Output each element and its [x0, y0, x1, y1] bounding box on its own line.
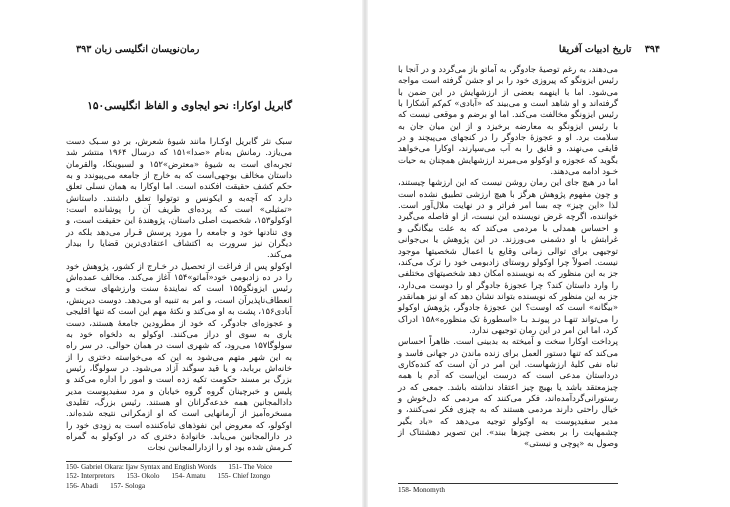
footnote: 155- Chief Izongo [217, 472, 271, 481]
running-head [66, 44, 199, 55]
footnotes [66, 463, 284, 491]
footnote: 152- Interpretors [66, 472, 115, 481]
footnote-rule [398, 483, 618, 484]
footnote: 154- Amatu [171, 472, 206, 481]
footnote-line [66, 472, 284, 481]
footnote-line [398, 486, 457, 495]
page-body [398, 64, 618, 450]
right-page [365, 0, 730, 507]
paragraph: اوکولو پس از فراغت از تحصیل در خـارج از کشور، پژوهش خود را در ده زادبومی خود«آماتو»۱۵۴ آغاز می‌کند. مخالف عمده‌اش رئیس ایزونگو۱۵۵ است که نمایندهٔ سنت وارزشهای سخت و انعطاف‌ناپذیرآن است، و امر به تنبیه او می‌دهد. دوست دیرینش، آبادی۱۵۶، پشت به او می‌کند و نکتهٔ مهم این است که تنها اقلیجی و عجوزه‌ای جادوگر، که خود از مطرودین جامعهٔ هستند، دست یاری به سوی او دراز می‌کنند. اوکولو به دلخواه خود به سولوگا۱۵۷ می‌رود، که شهری است در همان حوالی. در سر راه به این شهر متهم می‌شود به این که می‌خواسته دختری را از خانه‌اش بربابد، و یا قید سوگند آزاد می‌شود. در سولوگا، رئیس بزرگ بر مسند حکومت تکیه زده است و امور را اداره می‌کند و پلیس و خبرچینان گروه گروه خیابان و مرد سفیدپوست مدیر دادالمجانین همه خدعه‌گرانان او هستند. رئیس بزرگ، تقلیدی مسخره‌آمیز از آرمانهایی است که او ازمکرانی نتیجه شده‌اند. اوکولو، که معروض این نفوذهای تباه‌کننده است به زودی خود را در دارالمجانین می‌یابد. خانوادهٔ دختری که در اوکولو به گمراه کـرمش شده بود او را ازدارالمجانین نجات [66, 260, 292, 453]
footnote: 153- Okolo [126, 472, 160, 481]
footnote: 157- Sologa [110, 481, 146, 490]
footnote: 156- Abadi [66, 481, 99, 490]
page-number: ۳۹۳ [76, 44, 92, 55]
footnote-line [66, 482, 284, 491]
footnotes [398, 486, 457, 495]
footnote: 150- Gabriel Okara: Ijaw Syntax and English Words [66, 463, 217, 471]
paragraph: اما در هیچ جای این رمان روشن نیست که این ارزشها چیستند، و چون مفهوم پژوهش هرگز با هیچ ارزشی تطبیق نشده است لذا «این چیز» چه بسا امر فراتر و در نهایت ملال‌آور است. خواننده، اگرچه غرض نویسنده این نیست، از او فاصله می‌گیرد و احساس همدلی با مردمی می‌کند که به علت بیگانگی و غرابتش با او دشمنی می‌ورزند. در این پژوهش یا بی‌جوانی توجیهی برای توالی زمانی وقایع یا اعمال شخصیتها موجود نیست. اصولاً چرا اوکولو روستای زادبومی خود را ترک می‌کند، جز به این منظور که به نویسنده امکان دهد شخصیتهای مختلفی را وارد داستان کند؟ چرا عجوزهٔ جادوگر او را دوست می‌دارد، جز به این منظور که نویسنده بتواند نشان دهد که او نیز همانقدر «بیگانه» است که اوست؟ این عجوزهٔ جادوگر، پژوهش اوکولو را می‌تواند تنهـا در پیونـد بـا «اسطورهٔ تک منظوره»۱۵۸ ادراک کرد، اما این امر در این رمان توجیهی ندارد. [398, 177, 618, 335]
footnote: 151- The Voice [228, 463, 273, 471]
page-body [66, 136, 292, 454]
paragraph: می‌دهند، به رغم توصیهٔ جادوگر، به آماتو باز می‌گردد و در آنجا با رئیس ایزونگو که پیروزی خود را بر او جشن گرفته است مواجه می‌شود. اما با اینهمه بعضی از ارزشهایش در این ضمن با گرفته‌اند و او شاهد است و می‌بیند که «آبادی» کم‌کم آشکارا با رئیس ایزونگو مخالفت می‌کند. اما او برضم و موقعی نیست که با رئیس ایزونگو به معارضه برخیزد و از این میان جان به سلامت برد. او و عجوزهٔ جادوگر را در کنجهای می‌پیچند و در قایقی می‌نهند، و قایق را به آب می‌سپارند، اوکارا می‌خواهد بگوید که عجوزه و اوکولو می‌میرند ارزشهایش همچنان به حیات خـود ادامه می‌دهند. [398, 64, 618, 177]
running-head-title: تاریخ ادبیات آفریقا [558, 44, 632, 55]
running-head [559, 44, 660, 55]
section-heading: گابریل اوکارا: نحو ایجاوی و الفاظ انگلیسی۱۵۰ [87, 100, 292, 112]
paragraph: سبک نثر گابریل اوکـارا مانند شیوهٔ شعرش، بر دو سـبک دست می‌یازد. رمانش به‌نام «صدا»۱۵۱ که درسال ۱۹۶۴ منتشر شد تجربه‌ای است به شیوهٔ «معترض»۱۵۲ و لسبوینکا، والقرمان داستان مخالف بوجهی‌است که به خارج از جامعه می‌پیوندد و به حکم کشف حقیقت افکنده است. اما اوکارا به همان نسلی تعلق دارد که آچه‌به و ایکونس و توتولوا تعلق داشتند. داستانش «تمثیلی» است که پرده‌ای ظریف آن را پوشانده است: اوکولو۱۵۳، شخصیت اصلی داستان، پژوهندهٔ این حقیقت است، و وی تنادنها خود و جامعه را مورد پرسش قـرار می‌دهد بلکه در دیگران نیز سرورت به اکتشاف اعتقادی‌ترین قضایا را بیدار می‌کند. [66, 136, 292, 260]
running-head-title: رمان‌نویسان انگلیسی‌ زبان [94, 44, 200, 55]
paragraph: پرداخت اوکارا سخت و آمیخته به بدبینی است. ظاهراً احساس می‌کند که تنها دستور العمل برای زنده ماندن در جهانی فاسد و تباه نفی کلیهٔ ارزشهاست. این امر در آن است که کنده‌کاری درداستان مدعی است که درست این‌است که آدم با همه چیزمعتقد باشد یا بهیچ چیز اعتقاد نداشته باشد. جمعی که در رستورانی‌گردآمده‌اند، فکر می‌کنند که مردمی که دل‌خوش و خیال راحتی دارند مردمی هستند که به چیزی فکر نمی‌کنند، و مدیر سفیدپوست به اوکولو توجیه می‌دهد که «باد بگیر چشمهایت را بر بعضی چیزها ببند». این تصویر دهشتناک از وصول به «پوچی و نیستی» [398, 336, 618, 449]
footnote: 158- Monomyth [398, 486, 445, 494]
footnote-rule [66, 461, 292, 462]
page-number: ۳۹۴ [644, 44, 660, 55]
footnote-line [66, 463, 284, 472]
